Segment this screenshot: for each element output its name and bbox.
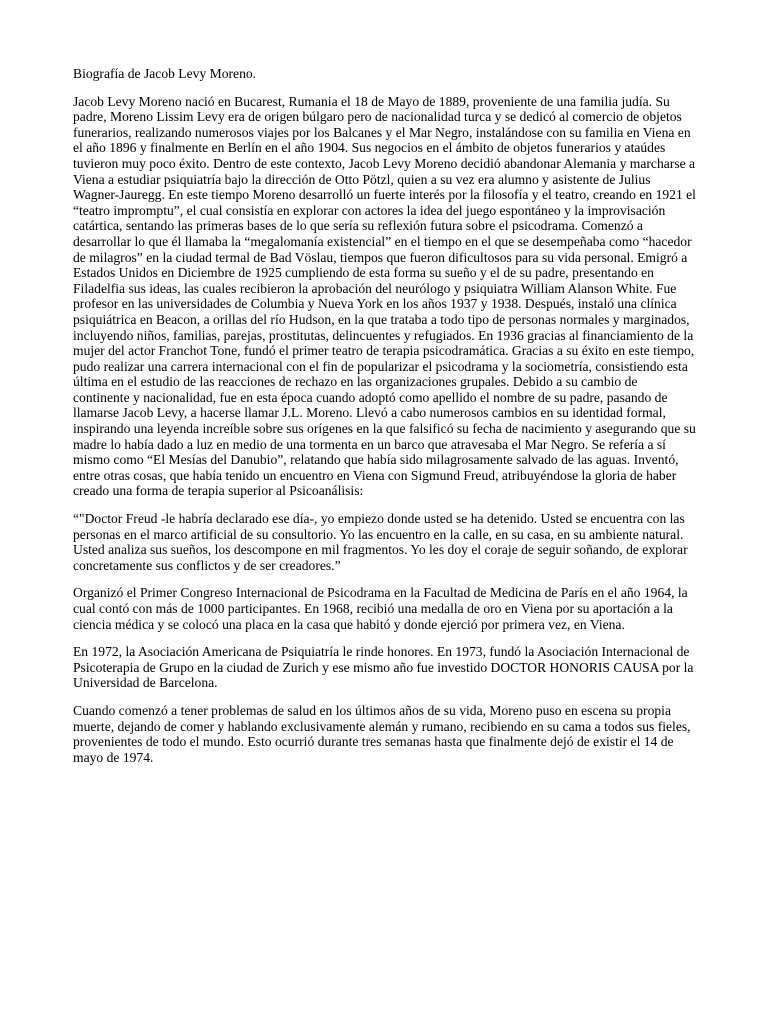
document-title: Biografía de Jacob Levy Moreno.: [73, 66, 257, 81]
paragraph-honors: En 1972, la Asociación Americana de Psiquiatría le rinde honores. En 1973, fundó la Asociación Internacional de Psicoterapia de Grupo en la ciudad de Zurich y ese mismo año fue investido DOCTOR HONORIS CAUSA por la Universidad de Barcelona.: [73, 644, 694, 691]
paragraph-congress: Organizó el Primer Congreso Internacional de Psicodrama en la Facultad de Medicina de París en el año 1964, la cual contó con más de 1000 participantes. En 1968, recibió una medalla de oro en Viena por su aportación a la ciencia médica y se colocó una placa en la casa que habitó y donde ejerció por primera vez, en Viena.: [73, 585, 688, 632]
document-body: [73, 66, 696, 777]
paragraph-death: Cuando comenzó a tener problemas de salud en los últimos años de su vida, Moreno puso en escena su propia muerte, dejando de comer y hablando exclusivamente alemán y rumano, recibiendo en su cama a todos sus fieles, provenientes de todo el mundo. Esto ocurrió durante tres semanas hasta que finalmente dejó de existir el 14 de mayo de 1974.: [73, 702, 691, 765]
paragraph-freud-quote: “"Doctor Freud -le habría declarado ese día-, yo empiezo donde usted se ha detenido. Usted se encuentra con las personas en el marco artificial de su consultorio. Yo las encuentro en la calle, en su casa, en su ambiente natural. Usted analiza sus sueños, los descompone en mil fragmentos. Yo les doy el coraje de seguir soñando, de explorar concretamente sus conflictos y de ser creadores.”: [73, 511, 688, 573]
paragraph-biography: Jacob Levy Moreno nació en Bucarest, Rumania el 18 de Mayo de 1889, proveniente de una familia judía. Su padre, Moreno Lissim Levy era de origen búlgaro pero de nacionalidad turca y se dedicó al comercio de objetos funerarios, realizando numerosos viajes por los Balcanes y el Mar Negro, instalándose con su familia en Viena en el año 1896 y finalmente en Berlín en el año 1904. Sus negocios en el ámbito de objetos funerarios y ataúdes tuvieron muy poco éxito. Dentro de este contexto, Jacob Levy Moreno decidió abandonar Alemania y marcharse a Viena a estudiar psiquiatría bajo la dirección de Otto Pötzl, quien a su vez era alumno y asistente de Julius Wagner-Jauregg. En este tiempo Moreno desarrolló un fuerte interés por la filosofía y el teatro, creando en 1921 el “teatro impromptu”, el cual consistía en explorar con actores la idea del juego espontáneo y la improvisación catártica, sentando las primeras bases de lo que sería su reflexión futura sobre el psicodrama. Comenzó a desarrollar lo que él llamaba la “megalomanía existencial” en el tiempo en el que se desempeñaba como “hacedor de milagros” en la ciudad termal de Bad Vöslau, tiempos que fueron dificultosos para su vida personal. Emigró a Estados Unidos en Diciembre de 1925 cumpliendo de esta forma su sueño y el de su padre, presentando en Filadelfia sus ideas, las cuales recibieron la aprobación del neurólogo y psiquiatra William Alanson White. Fue profesor en las universidades de Columbia y Nueva York en los años 1937 y 1938. Después, instaló una clínica psiquiátrica en Beacon, a orillas del río Hudson, en la que trataba a todo tipo de personas normales y marginados, incluyendo niños, familias, parejas, prostitutas, delincuentes y refugiados. En 1936 gracias al financiamiento de la mujer del actor Franchot Tone, fundó el primer teatro de terapia psicodramática. Gracias a su éxito en este tiempo, pudo realizar una carrera internacional con el fin de popularizar el psicodrama y la sociometría, consistiendo esta última en el estudio de las reacciones de rechazo en las organizaciones grupales. Debido a su cambio de continente y nacionalidad, fue en esta época cuando adoptó como apellido el nombre de su padre, pasando de llamarse Jacob Levy, a hacerse llamar J.L. Moreno. Llevó a cabo numerosos cambios en su identidad formal, inspirando una leyenda increíble sobre sus orígenes en la que falsificó su fecha de nacimiento y asegurando que su madre lo había dado a luz en medio de una tormenta en un barco que atravesaba el Mar Negro. Se refería a sí mismo como “El Mesías del Danubio”, relatando que había sido milagrosamente salvado de las aguas. Inventó, entre otras cosas, que había tenido un encuentro en Viena con Sigmund Freud, atribuyéndose la gloria de haber creado una forma de terapia superior al Psicoanálisis:: [73, 93, 696, 499]
